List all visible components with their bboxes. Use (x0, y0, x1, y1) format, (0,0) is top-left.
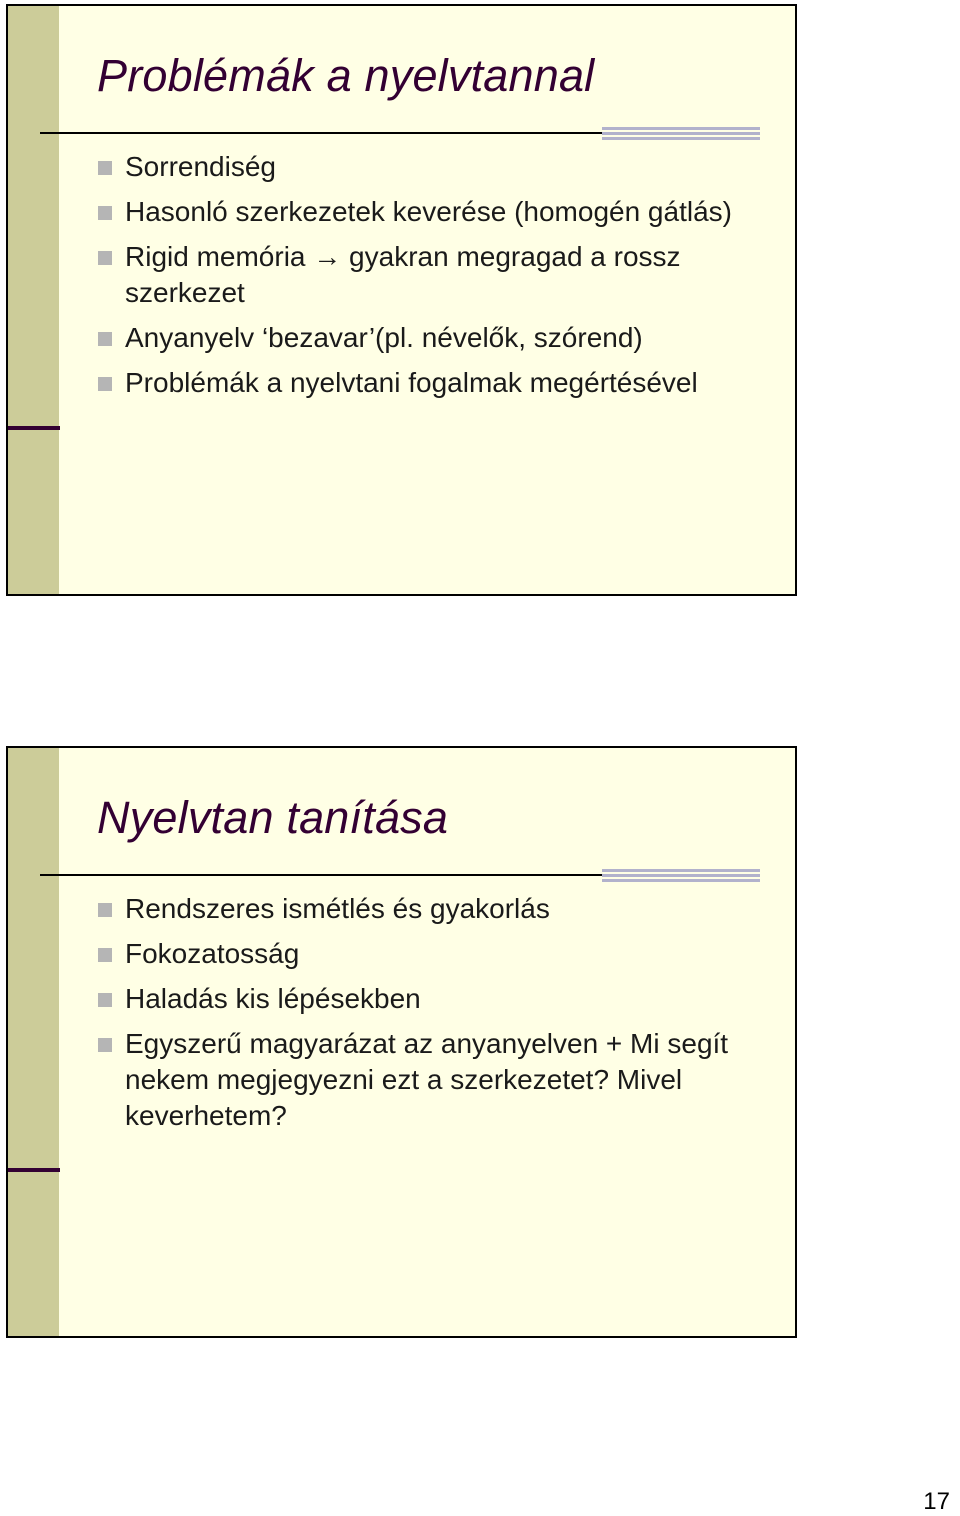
title-rule (40, 874, 605, 876)
list-item: Rigid memória → gyakran megragad a rossz szerkezet (98, 239, 778, 311)
bullet-list (98, 149, 778, 410)
left-stripe (8, 6, 59, 594)
list-item: Egyszerű magyarázat az anyanyelven + Mi segít nekem megjegyezni ezt a szerkezetet? Mivel keverhetem? (98, 1026, 778, 1134)
square-bullet-icon (98, 161, 112, 175)
square-bullet-icon (98, 1038, 112, 1052)
stripe-mark (8, 426, 60, 430)
stripe-mark (8, 1168, 60, 1172)
square-bullet-icon (98, 993, 112, 1007)
slide-title: Nyelvtan tanítása (97, 792, 449, 843)
page-number: 17 (923, 1488, 950, 1515)
left-stripe (8, 748, 59, 1336)
square-bullet-icon (98, 377, 112, 391)
slide-2 (6, 746, 797, 1338)
list-item: Problémák a nyelvtani fogalmak megértésével (98, 365, 778, 401)
slide-title: Problémák a nyelvtannal (97, 50, 595, 101)
title-rule (40, 132, 605, 134)
square-bullet-icon (98, 206, 112, 220)
list-item: Sorrendiség (98, 149, 778, 185)
slide-1 (6, 4, 797, 596)
square-bullet-icon (98, 948, 112, 962)
square-bullet-icon (98, 332, 112, 346)
bullet-list (98, 891, 778, 1143)
square-bullet-icon (98, 903, 112, 917)
list-item: Anyanyelv ‘bezavar’(pl. névelők, szórend) (98, 320, 778, 356)
title-rule-bars (602, 127, 760, 143)
square-bullet-icon (98, 251, 112, 265)
list-item: Rendszeres ismétlés és gyakorlás (98, 891, 778, 927)
list-item: Hasonló szerkezetek keverése (homogén gátlás) (98, 194, 778, 230)
list-item: Haladás kis lépésekben (98, 981, 778, 1017)
title-rule-bars (602, 869, 760, 885)
list-item: Fokozatosság (98, 936, 778, 972)
